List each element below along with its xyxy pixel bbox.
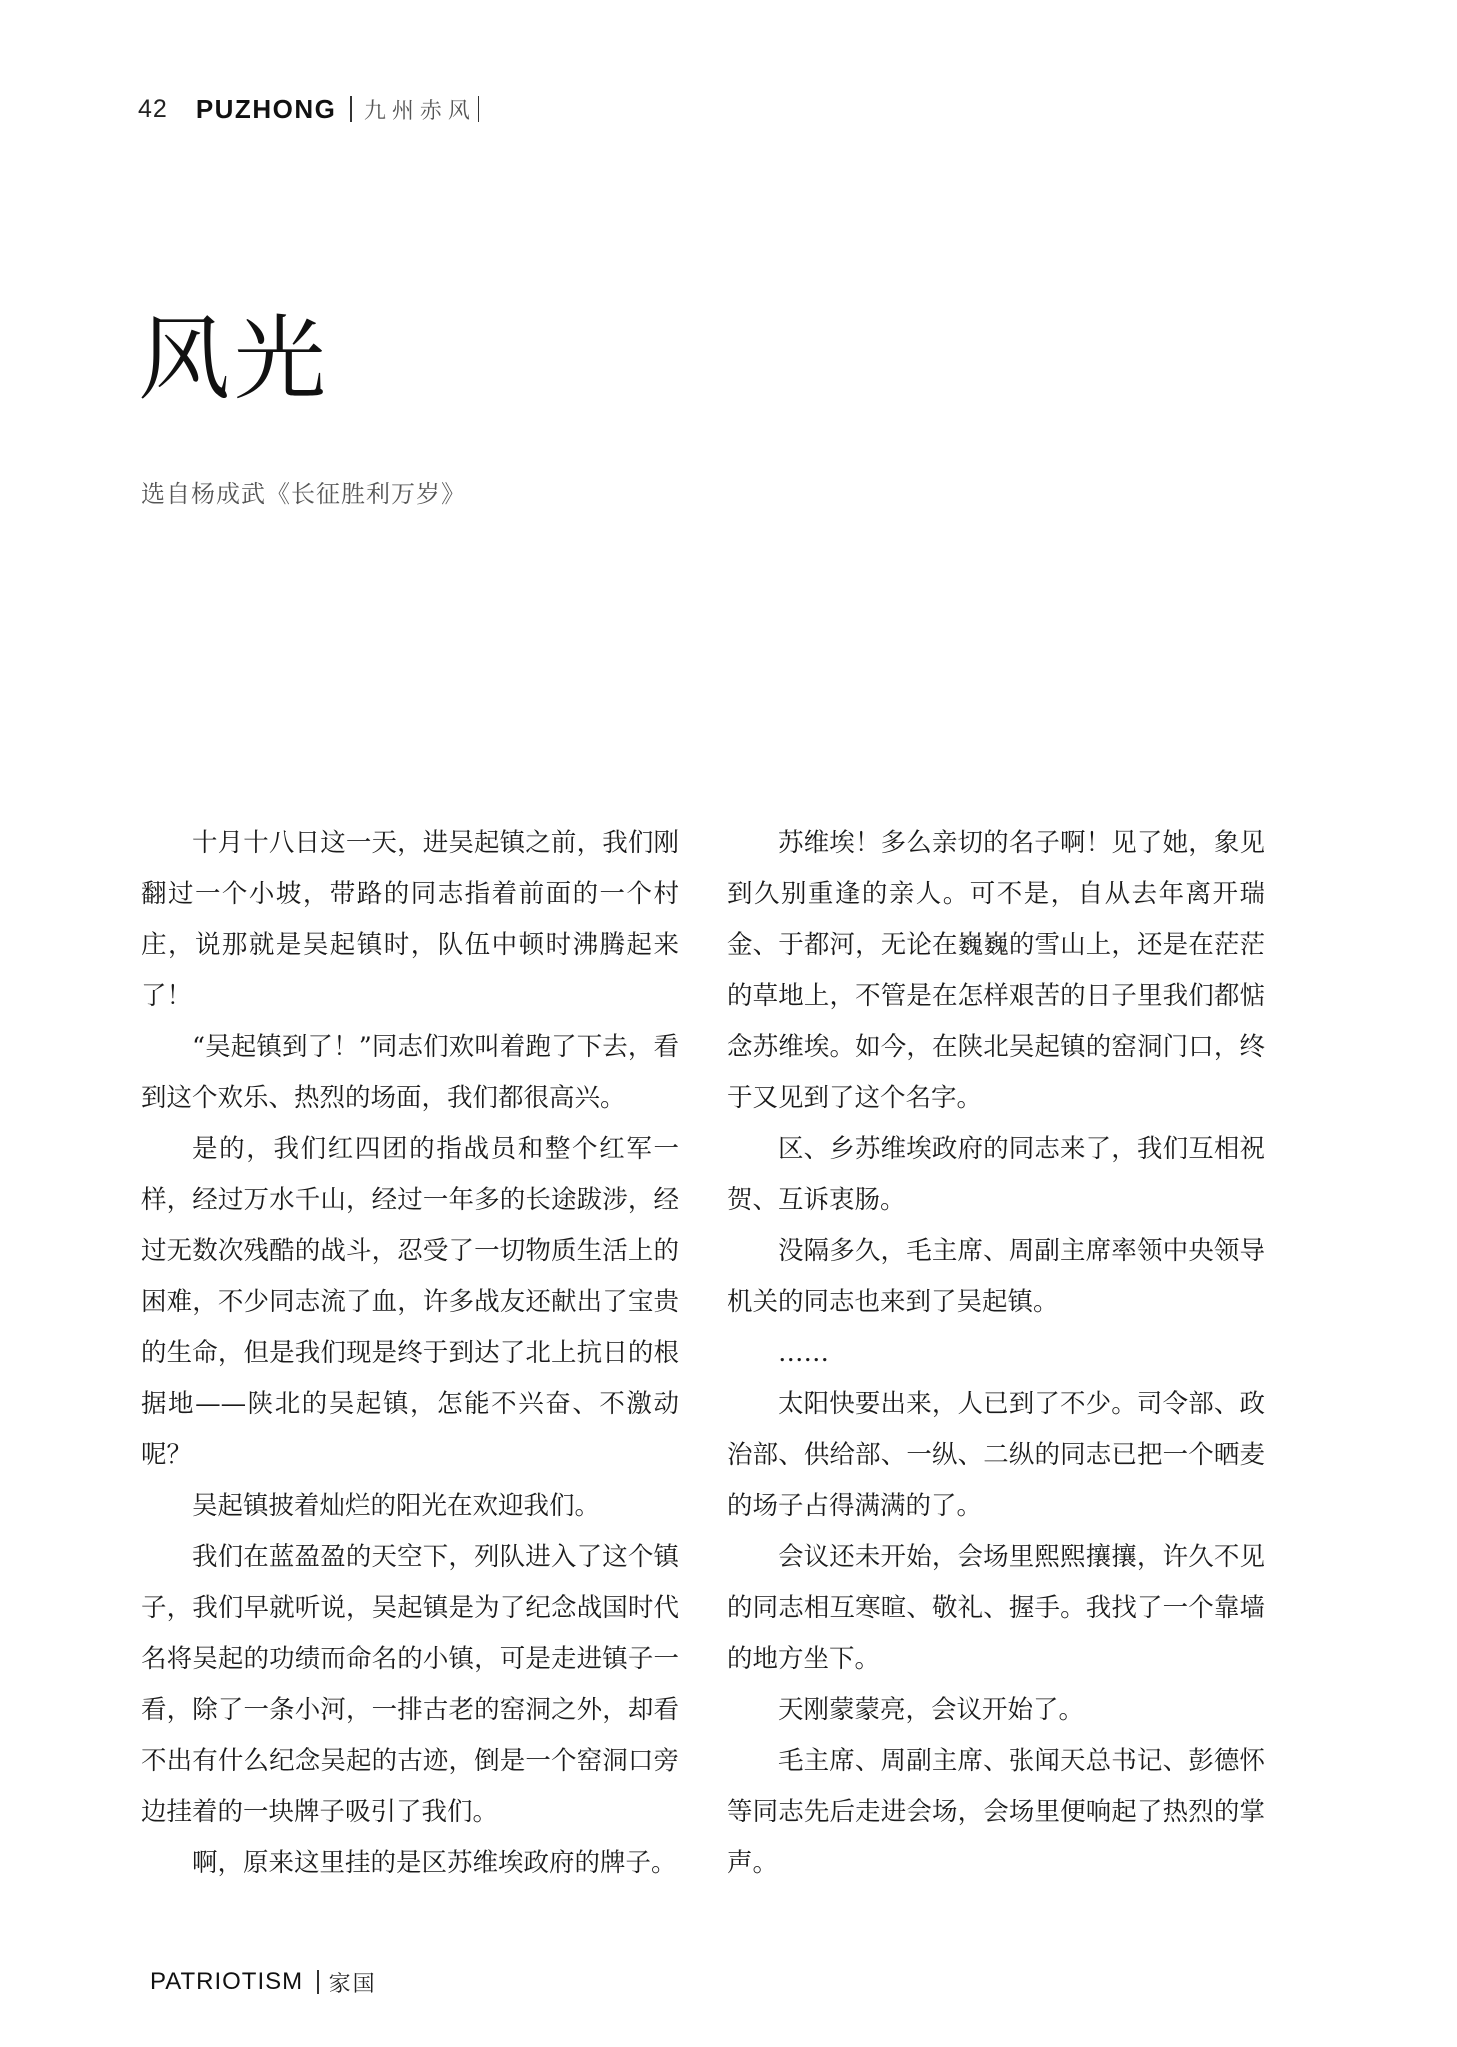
header-divider [350,96,352,122]
ellipsis-paragraph: …… [778,1338,829,1368]
paragraph: 天刚蒙蒙亮，会议开始了。 [778,1695,1085,1725]
paragraph: 是的，我们红四团的指战员和整个红军一样，经过万水千山，经过一年多的长途跋涉，经过无数次残酷的战斗，忍受了一切物质生活上的困难，不少同志流了血，许多战友还献出了宝贵的生命，但是我们现是终于到达了北上抗日的根据地——陕北的吴起镇，怎能不兴奋、不激动呢？ [141,1134,679,1470]
paragraph: 没隔多久，毛主席、周副主席率领中央领导机关的同志也来到了吴起镇。 [727,1236,1265,1317]
footer-label: PATRIOTISM [150,1968,304,1995]
magazine-brand: PUZHONG [195,93,337,124]
paragraph: 吴起镇披着灿烂的阳光在欢迎我们。 [192,1491,601,1521]
paragraph: 毛主席、周副主席、张闻天总书记、彭德怀等同志先后走进会场，会场里便响起了热烈的掌声。 [727,1746,1265,1878]
footer-divider [317,1970,319,1994]
paragraph: 啊，原来这里挂的是区苏维埃政府的牌子。 [192,1848,677,1878]
paragraph: 会议还未开始，会场里熙熙攘攘，许久不见的同志相互寒暄、敬礼、握手。我找了一个靠墙的地方坐下。 [727,1542,1265,1674]
header-divider-end [478,96,480,122]
right-column [727,818,1265,1889]
paragraph: 区、乡苏维埃政府的同志来了，我们互相祝贺、互诉衷肠。 [727,1134,1265,1215]
page-footer [150,1965,377,1999]
footer-section: 家国 [328,1971,377,1997]
paragraph: 苏维埃！多么亲切的名子啊！见了她，象见到久别重逢的亲人。可不是，自从去年离开瑞金、于都河，无论在巍巍的雪山上，还是在茫茫的草地上，不管是在怎样艰苦的日子里我们都惦念苏维埃。如今，在陕北吴起镇的窑洞门口，终于又见到了这个名字。 [727,828,1265,1113]
paragraph: 十月十八日这一天，进吴起镇之前，我们刚翻过一个小坡，带路的同志指着前面的一个村庄，说那就是吴起镇时，队伍中顿时沸腾起来了！ [141,828,679,1011]
paragraph: 太阳快要出来，人已到了不少。司令部、政治部、供给部、一纵、二纵的同志已把一个晒麦的场子占得满满的了。 [727,1389,1265,1521]
article-source: 选自杨成武《长征胜利万岁》 [141,480,466,508]
section-name: 九州赤风 [363,98,476,124]
paragraph: “吴起镇到了！”同志们欢叫着跑了下去，看到这个欢乐、热烈的场面，我们都很高兴。 [141,1032,679,1113]
running-head [138,92,491,126]
article-title: 风光 [138,306,331,413]
page-number: 42 [138,94,168,123]
left-column [141,818,679,1889]
paragraph: 我们在蓝盈盈的天空下，列队进入了这个镇子，我们早就听说，吴起镇是为了纪念战国时代名将吴起的功绩而命名的小镇，可是走进镇子一看，除了一条小河，一排古老的窑洞之外，却看不出有什么纪念吴起的古迹，倒是一个窑洞口旁边挂着的一块牌子吸引了我们。 [141,1542,679,1827]
